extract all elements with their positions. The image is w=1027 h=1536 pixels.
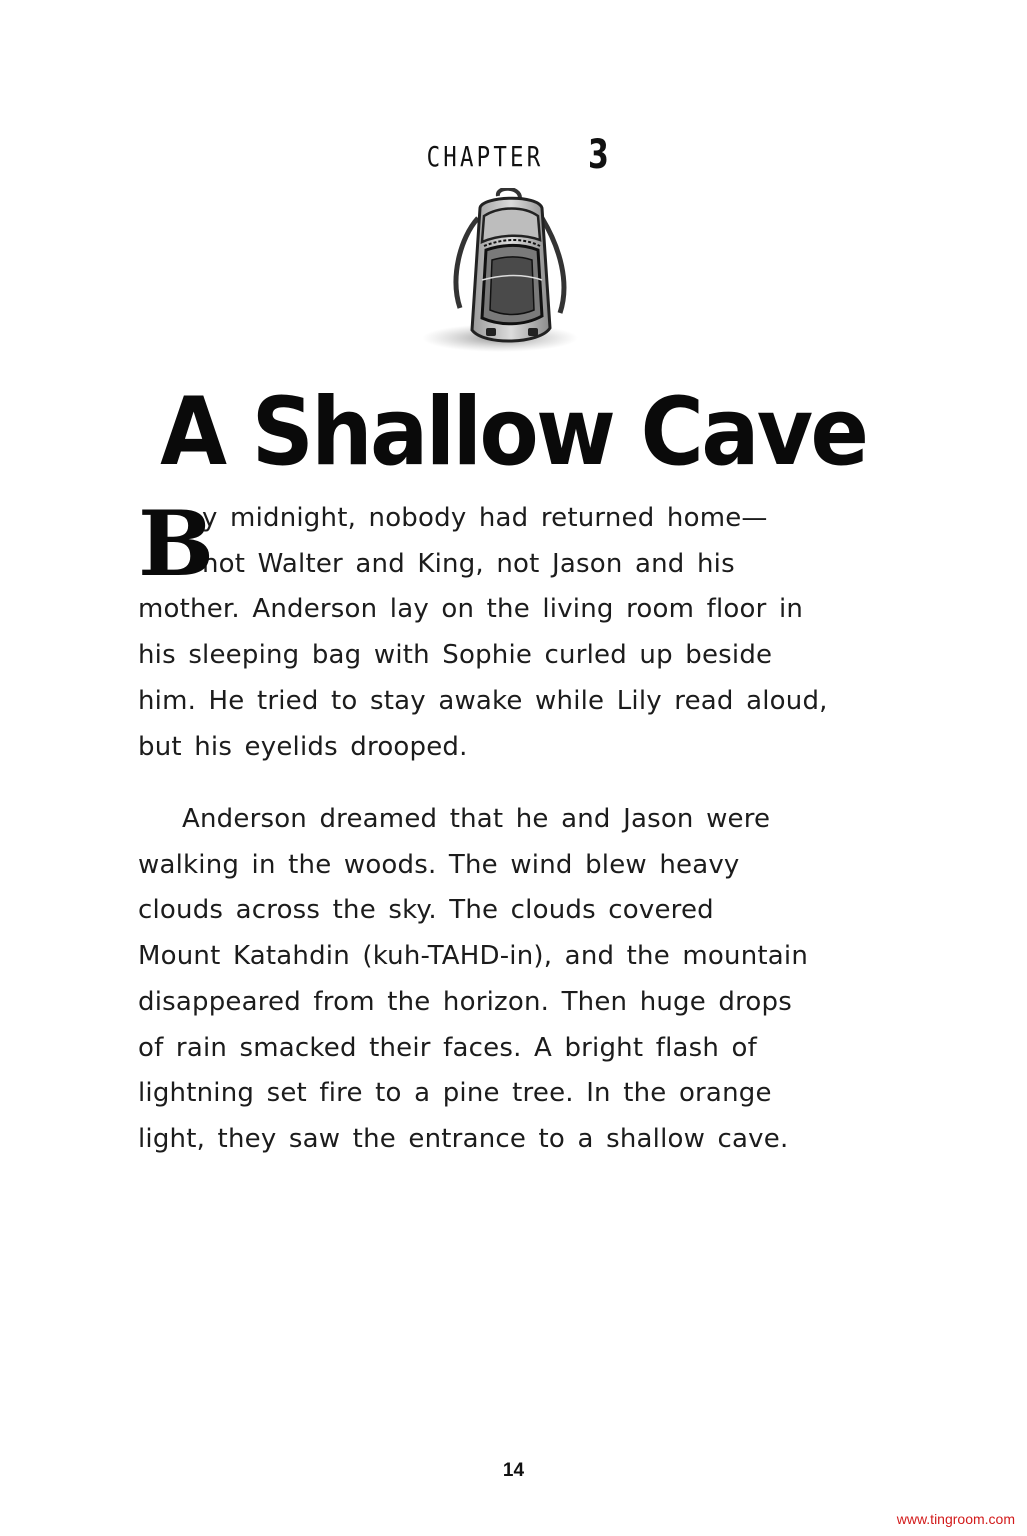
text-line: Anderson dreamed that he and Jason were xyxy=(182,804,771,834)
text-line: Mount Katahdin (kuh-TAHD-in), and the mountain xyxy=(138,941,809,972)
text-line: walking in the woods. The wind blew heavy xyxy=(138,849,740,880)
chapter-number: 3 xyxy=(587,132,612,178)
page-number: 14 xyxy=(502,1460,525,1481)
text-line: of rain smacked their faces. A bright flash of xyxy=(138,1032,757,1063)
drop-cap: B xyxy=(138,491,215,597)
text-line: his sleeping bag with Sophie curled up beside xyxy=(138,640,773,671)
text-line: not Walter and King, not Jason and his xyxy=(202,548,735,579)
watermark-url: www.tingroom.com xyxy=(896,1511,1015,1527)
text-line: lightning set fire to a pine tree. In the orange xyxy=(138,1078,772,1109)
text-line: mother. Anderson lay on the living room floor in xyxy=(138,594,804,625)
text-line: light, they saw the entrance to a shallow cave. xyxy=(138,1123,789,1154)
text-line: him. He tried to stay awake while Lily read aloud, xyxy=(138,685,828,716)
text-line: but his eyelids drooped. xyxy=(138,731,468,762)
chapter-heading xyxy=(0,132,1027,178)
backpack-illustration xyxy=(420,188,600,363)
paragraph-2 xyxy=(138,797,886,1163)
text-line: y midnight, nobody had returned home— xyxy=(202,503,768,533)
paragraph-1 xyxy=(138,491,886,770)
chapter-title: A Shallow Cave xyxy=(160,378,867,487)
text-line: clouds across the sky. The clouds covered xyxy=(138,895,714,926)
chapter-label: CHAPTER xyxy=(426,140,543,173)
text-line: disappeared from the horizon. Then huge drops xyxy=(138,986,792,1017)
